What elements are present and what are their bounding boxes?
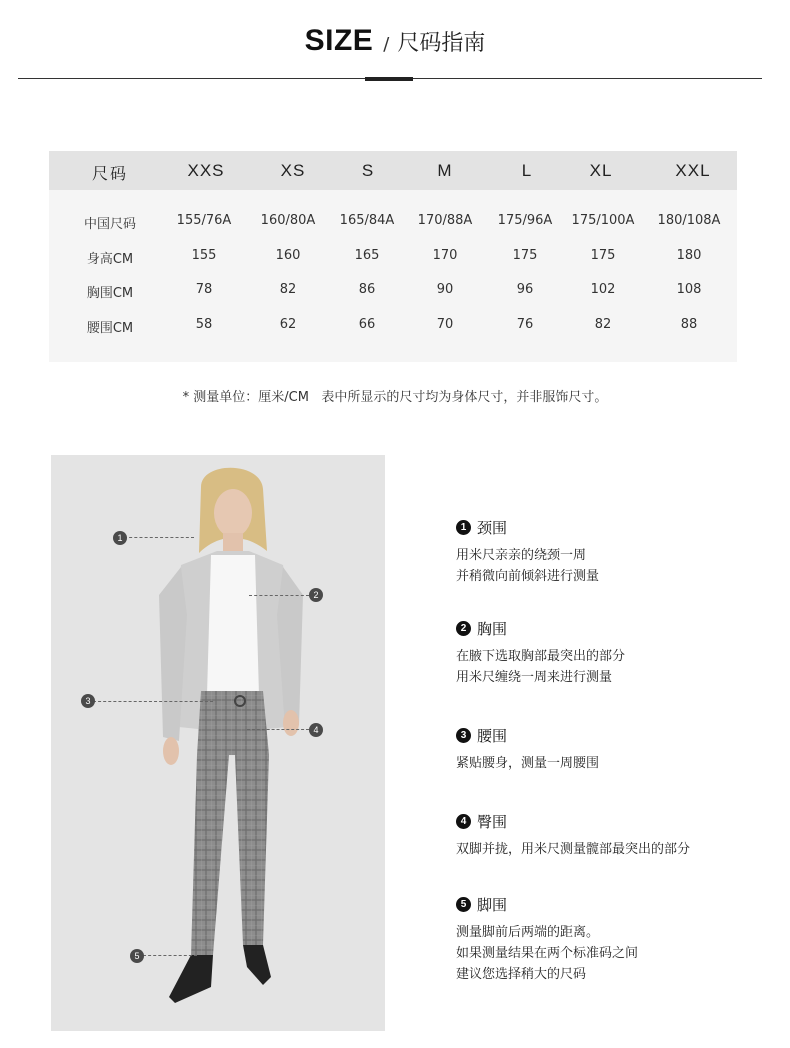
- table-cell: 78: [195, 282, 213, 297]
- row-label: 腰围CM: [86, 321, 134, 336]
- marker-1: 1: [113, 531, 127, 545]
- guide-text: 在腋下选取胸部最突出的部分: [456, 649, 626, 664]
- table-cell: 165/84A: [339, 213, 395, 228]
- header-cell: S: [361, 161, 375, 180]
- guide-text: 建议您选择稍大的尺码: [456, 967, 587, 982]
- table-cell: 66: [358, 317, 376, 332]
- table-cell: 62: [279, 317, 297, 332]
- table-cell: 180/108A: [657, 213, 721, 228]
- size-table: [49, 151, 737, 362]
- table-cell: 175: [590, 248, 616, 263]
- marker-leader-5: [143, 955, 197, 956]
- guide-text: 如果测量结果在两个标准码之间: [456, 946, 639, 961]
- table-cell: 86: [358, 282, 376, 297]
- marker-leader-1: [124, 537, 194, 538]
- table-cell: 155: [191, 248, 217, 263]
- guide-heading: [456, 894, 776, 914]
- guide-title: 臀围: [477, 812, 508, 831]
- guide-title: 颈围: [477, 518, 508, 537]
- guide-number-icon: 4: [456, 814, 471, 829]
- title-cn: 尺码指南: [397, 31, 486, 56]
- header-cell: L: [521, 161, 533, 180]
- title-separator: /: [383, 34, 390, 55]
- guide-heading: [456, 517, 776, 537]
- marker-3: 3: [81, 694, 95, 708]
- guide-number-icon: 5: [456, 897, 471, 912]
- table-cell: 96: [516, 282, 534, 297]
- marker-5: 5: [130, 949, 144, 963]
- table-cell: 82: [594, 317, 612, 332]
- guide-text: 测量脚前后两端的距离。: [456, 925, 600, 940]
- table-cell: 108: [676, 282, 702, 297]
- table-cell: 88: [680, 317, 698, 332]
- header-cell: XXS: [187, 161, 225, 180]
- table-cell: 155/76A: [176, 213, 232, 228]
- table-cell: 170/88A: [417, 213, 473, 228]
- guide-foot: [456, 894, 776, 985]
- header-cell: XS: [280, 161, 306, 180]
- table-cell: 175/96A: [497, 213, 553, 228]
- guide-chest: [456, 618, 776, 688]
- guide-title: 腰围: [477, 726, 508, 745]
- guide-title: 胸围: [477, 619, 508, 638]
- model-figure: [51, 455, 385, 1031]
- guide-number-icon: 2: [456, 621, 471, 636]
- page-title: [0, 24, 790, 58]
- table-cell: 175/100A: [571, 213, 635, 228]
- table-cell: 160/80A: [260, 213, 316, 228]
- header-cell-size: 尺码: [91, 164, 129, 183]
- marker-leader-2: [249, 595, 309, 596]
- marker-leader-3: [93, 701, 213, 702]
- table-cell: 102: [590, 282, 616, 297]
- guide-neck: [456, 517, 776, 587]
- table-cell: 82: [279, 282, 297, 297]
- guide-text: 紧贴腰身，测量一周腰围: [456, 756, 600, 771]
- header-cell: XL: [589, 161, 613, 180]
- marker-2: 2: [309, 588, 323, 602]
- guide-heading: [456, 725, 776, 745]
- table-cell: 70: [436, 317, 454, 332]
- measurement-footnote: * 测量单位：厘米/CM 表中所显示的尺寸均为身体尺寸，并非服饰尺寸。: [182, 390, 608, 405]
- guide-hip: [456, 811, 776, 860]
- row-label: 胸围CM: [86, 286, 134, 301]
- guide-heading: [456, 618, 776, 638]
- table-cell: 165: [354, 248, 380, 263]
- model-photo: [51, 455, 385, 1031]
- row-label: 身高CM: [86, 252, 134, 267]
- table-cell: 180: [676, 248, 702, 263]
- guide-title: 脚围: [477, 895, 508, 914]
- marker-leader-4: [247, 729, 309, 730]
- guide-heading: [456, 811, 776, 831]
- row-label: 中国尺码: [83, 217, 137, 232]
- guide-text: 用米尺亲亲的绕颈一周: [456, 548, 587, 563]
- table-cell: 76: [516, 317, 534, 332]
- guide-number-icon: 1: [456, 520, 471, 535]
- table-cell: 170: [432, 248, 458, 263]
- header-divider-accent: [365, 77, 413, 81]
- table-cell: 160: [275, 248, 301, 263]
- guide-waist: [456, 725, 776, 774]
- table-cell: 90: [436, 282, 454, 297]
- guide-text: 用米尺缠绕一周来进行测量: [456, 670, 613, 685]
- title-en: SIZE: [304, 24, 374, 57]
- guide-text: 双脚并拢，用米尺测量髋部最突出的部分: [456, 842, 691, 857]
- marker-4: 4: [309, 723, 323, 737]
- table-cell: 58: [195, 317, 213, 332]
- header-cell: XXL: [675, 161, 711, 180]
- header-cell: M: [437, 161, 453, 180]
- guide-text: 并稍微向前倾斜进行测量: [456, 569, 600, 584]
- guide-number-icon: 3: [456, 728, 471, 743]
- size-table-header: [49, 151, 737, 190]
- table-cell: 175: [512, 248, 538, 263]
